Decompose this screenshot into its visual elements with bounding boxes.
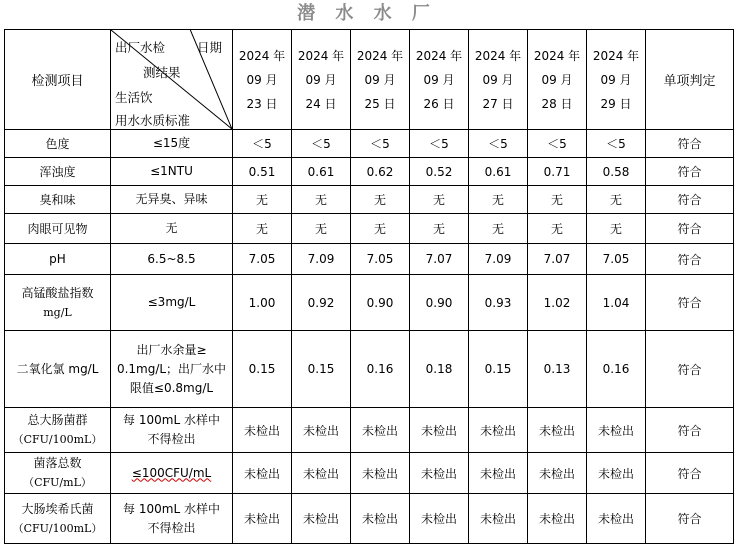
value-cell: 未检出 xyxy=(528,453,587,494)
date-day: 24 日 xyxy=(305,96,337,111)
item-name-line: 高锰酸盐指数 xyxy=(21,285,94,300)
value-cell: 0.90 xyxy=(351,275,410,331)
standard-line: ≤15度 xyxy=(152,136,191,150)
value-cell: 无 xyxy=(469,214,528,244)
value-cell: 0.16 xyxy=(351,331,410,408)
table-row xyxy=(5,331,734,408)
value-cell: 0.71 xyxy=(528,158,587,186)
value-cell: 0.93 xyxy=(469,275,528,331)
item-name-cell xyxy=(5,158,111,186)
date-year: 2024 年 xyxy=(415,48,463,63)
value-cell: 无 xyxy=(292,186,351,214)
value-cell: 7.05 xyxy=(587,244,646,275)
date-day: 29 日 xyxy=(600,96,632,111)
standard-line: 6.5~8.5 xyxy=(147,251,196,266)
value-cell: ＜5 xyxy=(587,130,646,158)
water-quality-table xyxy=(4,29,734,544)
item-name-line: （CFU/100mL） xyxy=(12,521,103,535)
value-cell: 0.90 xyxy=(410,275,469,331)
item-name-line: 二氧化氯 mg/L xyxy=(16,362,99,376)
value-cell: 未检出 xyxy=(351,408,410,453)
value-cell: 1.02 xyxy=(528,275,587,331)
table-row xyxy=(5,214,734,244)
value-cell: 7.05 xyxy=(351,244,410,275)
table-row xyxy=(5,244,734,275)
value-cell: 1.04 xyxy=(587,275,646,331)
verdict-cell: 符合 xyxy=(646,331,734,408)
date-year: 2024 年 xyxy=(474,48,522,63)
standard-line: ≤1NTU xyxy=(150,164,193,178)
value-cell: 无 xyxy=(233,214,292,244)
value-cell: 未检出 xyxy=(292,453,351,494)
item-name-cell xyxy=(5,186,111,214)
value-cell: 0.61 xyxy=(469,158,528,186)
value-cell: 无 xyxy=(587,214,646,244)
verdict-cell: 符合 xyxy=(646,244,734,275)
standard-cell xyxy=(111,158,233,186)
value-cell: 无 xyxy=(587,186,646,214)
item-name-line: （CFU/mL） xyxy=(23,476,92,489)
item-name-line: （CFU/100mL） xyxy=(12,433,103,446)
date-day: 23 日 xyxy=(246,96,278,111)
value-cell: 未检出 xyxy=(410,494,469,544)
verdict-cell: 符合 xyxy=(646,158,734,186)
value-cell: 7.09 xyxy=(292,244,351,275)
value-cell: 未检出 xyxy=(587,453,646,494)
value-cell: 未检出 xyxy=(351,494,410,544)
item-name-line: mg/L xyxy=(43,305,72,319)
date-month: 09 月 xyxy=(600,72,632,87)
page-title: 潜 水 水 厂 xyxy=(297,3,437,24)
standard-cell xyxy=(111,244,233,275)
value-cell: 0.16 xyxy=(587,331,646,408)
standard-line: ≤3mg/L xyxy=(147,295,196,309)
standard-cell xyxy=(111,494,233,544)
standard-cell xyxy=(111,408,233,453)
item-name-line: 菌落总数 xyxy=(33,456,82,470)
date-year: 2024 年 xyxy=(533,48,581,63)
verdict-header: 单项判定 xyxy=(646,30,734,130)
value-cell: 未检出 xyxy=(292,494,351,544)
verdict-cell: 符合 xyxy=(646,453,734,494)
value-cell: ＜5 xyxy=(233,130,292,158)
standard-cell xyxy=(111,130,233,158)
value-cell: 未检出 xyxy=(528,494,587,544)
standard-line: 不得检出 xyxy=(147,432,196,446)
standard-cell xyxy=(111,453,233,494)
verdict-cell: 符合 xyxy=(646,408,734,453)
date-month: 09 月 xyxy=(423,72,455,87)
date-header-5 xyxy=(469,30,528,130)
value-cell: 未检出 xyxy=(528,408,587,453)
value-cell: ＜5 xyxy=(528,130,587,158)
value-cell: 7.07 xyxy=(528,244,587,275)
value-cell: 0.51 xyxy=(233,158,292,186)
value-cell: ＜5 xyxy=(351,130,410,158)
item-name-line: 大肠埃希氏菌 xyxy=(21,501,94,516)
verdict-cell: 符合 xyxy=(646,186,734,214)
item-name-cell xyxy=(5,275,111,331)
table-row xyxy=(5,494,734,544)
standard-line: 每 100mL 水样中 xyxy=(123,413,220,427)
value-cell: 无 xyxy=(410,186,469,214)
value-cell: 0.52 xyxy=(410,158,469,186)
item-name-line: 总大肠菌群 xyxy=(27,413,88,427)
standard-line: 0.1mg/L；出厂水中 xyxy=(116,361,227,376)
table-row xyxy=(5,408,734,453)
table-row xyxy=(5,453,734,494)
value-cell: 未检出 xyxy=(351,453,410,494)
value-cell: 未检出 xyxy=(587,408,646,453)
diagonal-header-cell xyxy=(111,30,233,130)
diag-label-std1: 生活饮 xyxy=(115,90,153,105)
value-cell: 未检出 xyxy=(410,453,469,494)
item-name-line: 肉眼可见物 xyxy=(27,221,88,236)
value-cell: 7.09 xyxy=(469,244,528,275)
value-cell: 未检出 xyxy=(587,494,646,544)
value-cell: 0.13 xyxy=(528,331,587,408)
standard-cell xyxy=(111,331,233,408)
value-cell: 无 xyxy=(528,186,587,214)
date-header-1 xyxy=(233,30,292,130)
date-header-4 xyxy=(410,30,469,130)
item-name-line: 浑浊度 xyxy=(39,164,76,179)
value-cell: ＜5 xyxy=(469,130,528,158)
item-name-cell xyxy=(5,244,111,275)
date-month: 09 月 xyxy=(541,72,573,87)
value-cell: 未检出 xyxy=(469,453,528,494)
value-cell: 无 xyxy=(292,214,351,244)
standard-cell xyxy=(111,186,233,214)
value-cell: 未检出 xyxy=(469,408,528,453)
standard-cell xyxy=(111,214,233,244)
standard-line: ≤100CFU/mL xyxy=(131,465,212,480)
value-cell: 1.00 xyxy=(233,275,292,331)
value-cell: ＜5 xyxy=(292,130,351,158)
date-month: 09 月 xyxy=(482,72,514,87)
verdict-cell: 符合 xyxy=(646,130,734,158)
date-month: 09 月 xyxy=(305,72,337,87)
item-name-line: 色度 xyxy=(45,136,70,151)
standard-cell xyxy=(111,275,233,331)
table-row xyxy=(5,275,734,331)
value-cell: 0.15 xyxy=(233,331,292,408)
verdict-cell: 符合 xyxy=(646,275,734,331)
diag-label-result: 测结果 xyxy=(143,65,181,80)
verdict-cell: 符合 xyxy=(646,214,734,244)
standard-line: 每 100mL 水样中 xyxy=(123,501,220,516)
value-cell: 0.15 xyxy=(292,331,351,408)
date-day: 25 日 xyxy=(364,96,396,111)
date-day: 26 日 xyxy=(423,96,455,111)
date-header-2 xyxy=(292,30,351,130)
value-cell: 未检出 xyxy=(410,408,469,453)
value-cell: 7.07 xyxy=(410,244,469,275)
date-year: 2024 年 xyxy=(297,48,345,63)
table-row xyxy=(5,186,734,214)
item-header: 检测项目 xyxy=(5,30,111,130)
value-cell: 无 xyxy=(528,214,587,244)
value-cell: 未检出 xyxy=(233,408,292,453)
diag-label-date: 日期 xyxy=(197,40,223,55)
value-cell: 无 xyxy=(351,186,410,214)
date-header-7 xyxy=(587,30,646,130)
value-cell: 7.05 xyxy=(233,244,292,275)
item-name-cell xyxy=(5,494,111,544)
date-year: 2024 年 xyxy=(592,48,640,63)
table-row xyxy=(5,158,734,186)
item-name-line: pH xyxy=(49,252,66,266)
verdict-cell: 符合 xyxy=(646,494,734,544)
value-cell: 未检出 xyxy=(233,453,292,494)
value-cell: 0.62 xyxy=(351,158,410,186)
date-day: 27 日 xyxy=(482,96,514,111)
date-header-3 xyxy=(351,30,410,130)
value-cell: ＜5 xyxy=(410,130,469,158)
value-cell: 0.58 xyxy=(587,158,646,186)
value-cell: 0.61 xyxy=(292,158,351,186)
value-cell: 未检出 xyxy=(469,494,528,544)
value-cell: 0.92 xyxy=(292,275,351,331)
value-cell: 0.15 xyxy=(469,331,528,408)
date-year: 2024 年 xyxy=(356,48,404,63)
standard-line: 无 xyxy=(165,221,178,235)
item-name-cell xyxy=(5,453,111,494)
value-cell: 未检出 xyxy=(233,494,292,544)
value-cell: 未检出 xyxy=(292,408,351,453)
date-month: 09 月 xyxy=(246,72,278,87)
value-cell: 无 xyxy=(410,214,469,244)
value-cell: 无 xyxy=(469,186,528,214)
diag-label-std2: 用水水质标准 xyxy=(115,113,191,128)
diag-label-top: 出厂水检 xyxy=(115,40,166,55)
item-name-line: 臭和味 xyxy=(39,192,76,207)
date-day: 28 日 xyxy=(541,96,573,111)
value-cell: 无 xyxy=(233,186,292,214)
standard-line: 出厂水余量≥ xyxy=(136,342,207,357)
standard-line: 无异臭、异味 xyxy=(135,192,208,206)
standard-line: 限值≤0.8mg/L xyxy=(129,380,214,395)
item-name-cell xyxy=(5,331,111,408)
table-row xyxy=(5,130,734,158)
date-year: 2024 年 xyxy=(238,48,286,63)
date-header-6 xyxy=(528,30,587,130)
value-cell: 无 xyxy=(351,214,410,244)
value-cell: 0.18 xyxy=(410,331,469,408)
item-name-cell xyxy=(5,408,111,453)
item-name-cell xyxy=(5,130,111,158)
header-row xyxy=(5,30,734,130)
item-name-cell xyxy=(5,214,111,244)
date-month: 09 月 xyxy=(364,72,396,87)
standard-line: 不得检出 xyxy=(147,520,196,535)
